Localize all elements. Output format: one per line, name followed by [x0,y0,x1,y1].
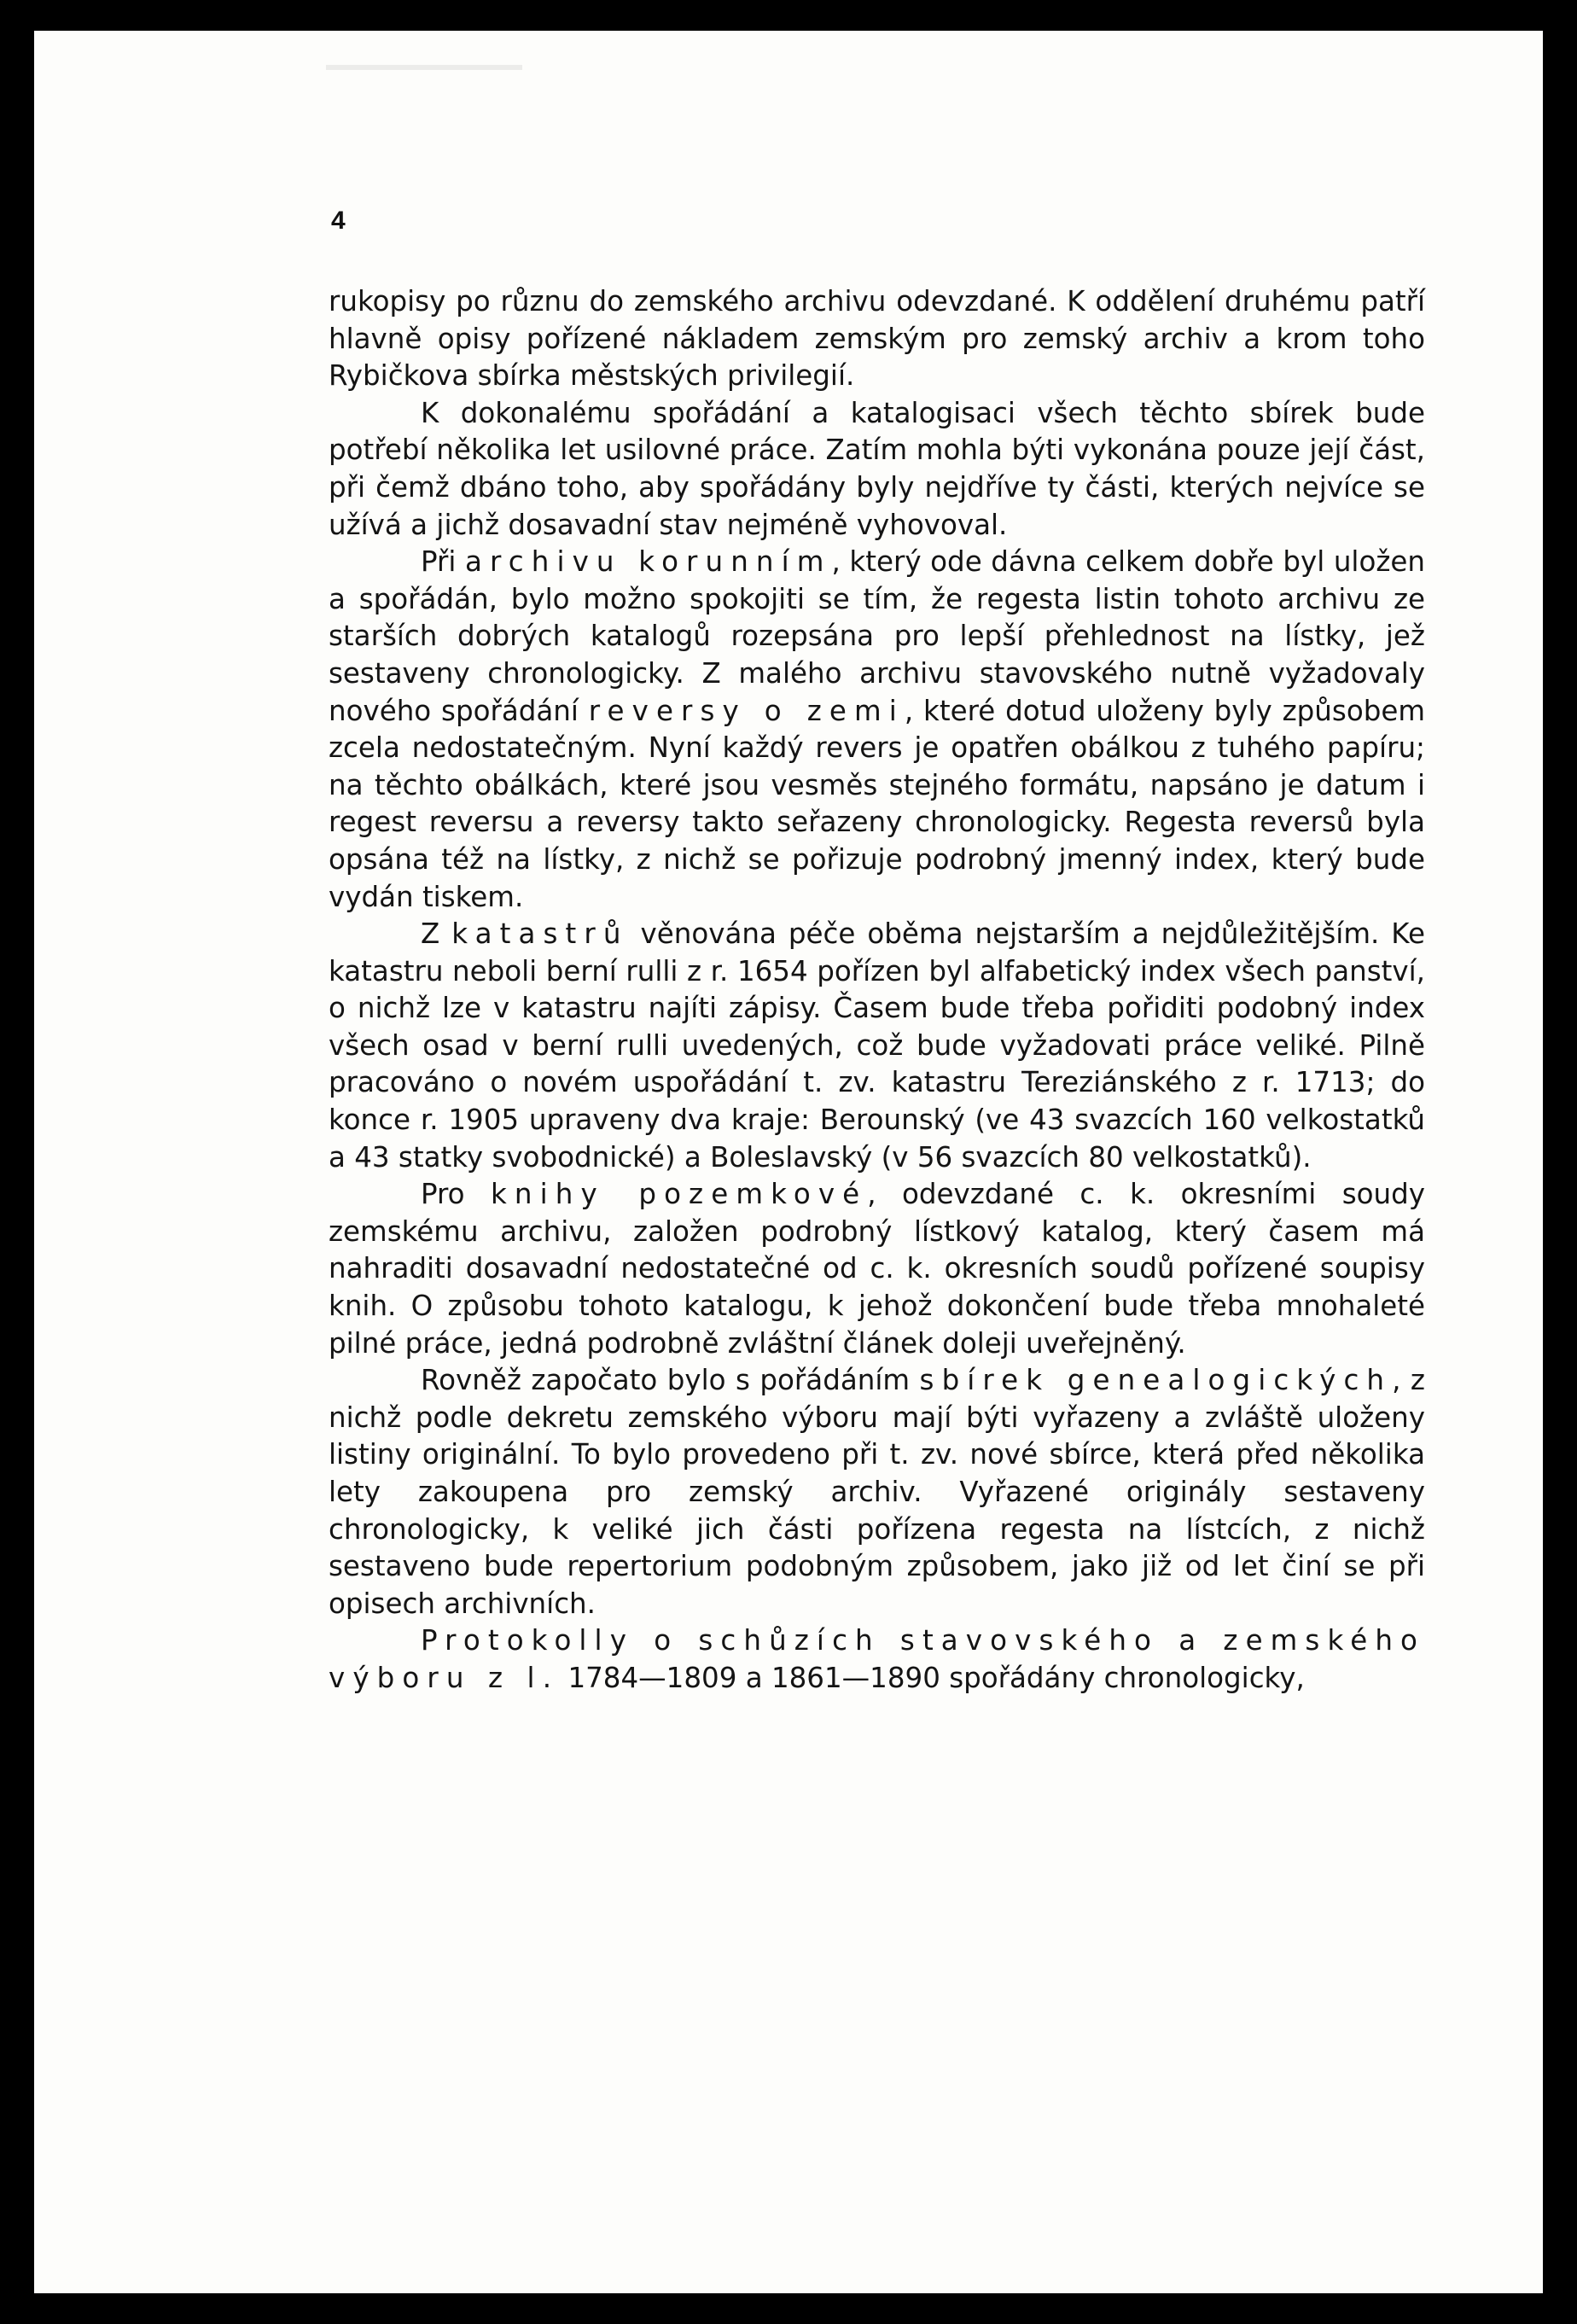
spaced-term: Protokolly o schůzích stavovského a zemského výboru z l. [329,1624,1425,1694]
spaced-term: katastrů [451,917,629,951]
text-run: , které dotud uloženy byly způsobem zcela nedostatečným. Nyní každý revers je opatřen obálkou z tuhého papíru; na těchto obálkách, které jsou vesměs stejného formátu, napsáno je datum i regest reversu a reversy takto seřazeny chronologicky. Regesta reversů byla opsána též na lístky, z nichž se pořizuje podrobný jmenný index, který bude vydán tiskem. [329,694,1425,913]
text-run: Pro [421,1178,492,1211]
text-run: 1784—1809 a 1861—1890 spořádány chronologicky, [559,1661,1305,1694]
paragraph-1 [329,283,1425,395]
paragraph-7 [329,1622,1425,1697]
text-run: , z nichž podle dekretu zemského výboru mají býti vyřazeny a zvláště uloženy listiny originální. To bylo provedeno při t. zv. nové sbírce, která před několika lety zakoupena pro zemský archiv. Vyřazené originály sestaveny chronologicky, k veliké jich části pořízena regesta na lístcích, z nichž sestaveno bude repertorium podobným způsobem, jako již od let činí se při opisech archivních. [329,1364,1425,1620]
spaced-term: archivu korunním [465,545,832,579]
text-run: rukopisy po různu do zemského archivu odevzdané. K oddělení druhému patří hlavně opisy pořízené nákladem zemským pro zemský archiv a krom toho Rybičkova sbírka městských privilegií. [329,285,1425,393]
body-text [329,283,1425,1698]
paragraph-5 [329,1176,1425,1362]
text-run: K dokonalému spořádání a katalogisaci všech těchto sbírek bude potřebí několika let usilovné práce. Zatím mohla býti vykonána pouze její část, při čemž dbáno toho, aby spořádány byly nejdříve ty části, kterých nejvíce se užívá a jichž dosavadní stav nejméně vyhovoval. [329,396,1425,541]
spaced-term: sbírek genealogických [919,1364,1393,1397]
paragraph-6 [329,1362,1425,1622]
text-run: věnována péče oběma nejstarším a nejdůležitějším. Ke katastru neboli berní rulli z r. 1654 pořízen byl alfabetický index všech panství, o nichž lze v katastru najíti zápisy. Časem bude třeba pořiditi podobný index všech osad v berní rulli uvedených, což bude vyžadovati práce veliké. Pilně pracováno o novém uspořádání t. zv. katastru Tereziánského z r. 1713; do konce r. 1905 upraveny dva kraje: Berounský (ve 43 svazcích 160 velkostatků a 43 statky svobodnické) a Boleslavský (v 56 svazcích 80 velkostatků). [329,917,1425,1174]
scanned-page [34,31,1543,2293]
text-run: , který ode dávna celkem dobře byl uložen a spořádán, bylo možno spokojiti se tím, že regesta listin tohoto archivu ze starších dobrých katalogů rozepsána pro lepší přehlednost na lístky, jež sestaveny chronologicky. Z malého archivu stavovského nutně vyžadovaly nového spořádání [329,545,1426,727]
text-run: Z [421,917,452,951]
scan-artifact [326,65,522,70]
paragraph-3 [329,544,1425,916]
paragraph-4 [329,916,1425,1176]
text-run: Rovněž započato bylo s pořádáním [421,1364,920,1397]
page-number: 4 [331,207,346,235]
text-run: Při [421,545,466,579]
text-run: , odevzdané c. k. okresními soudy zemskému archivu, založen podrobný lístkový katalog, který časem má nahraditi dosavadní nedostatečné od c. k. okresních soudů pořízené soupisy knih. O způsobu tohoto katalogu, k jehož dokončení bude třeba mnohaleté pilné práce, jedná podrobně zvláštní článek doleji uveřejněný. [329,1178,1425,1360]
spaced-term: reversy o zemi [588,694,905,727]
spaced-term: knihy pozemkové [491,1178,868,1211]
paragraph-2 [329,395,1425,544]
